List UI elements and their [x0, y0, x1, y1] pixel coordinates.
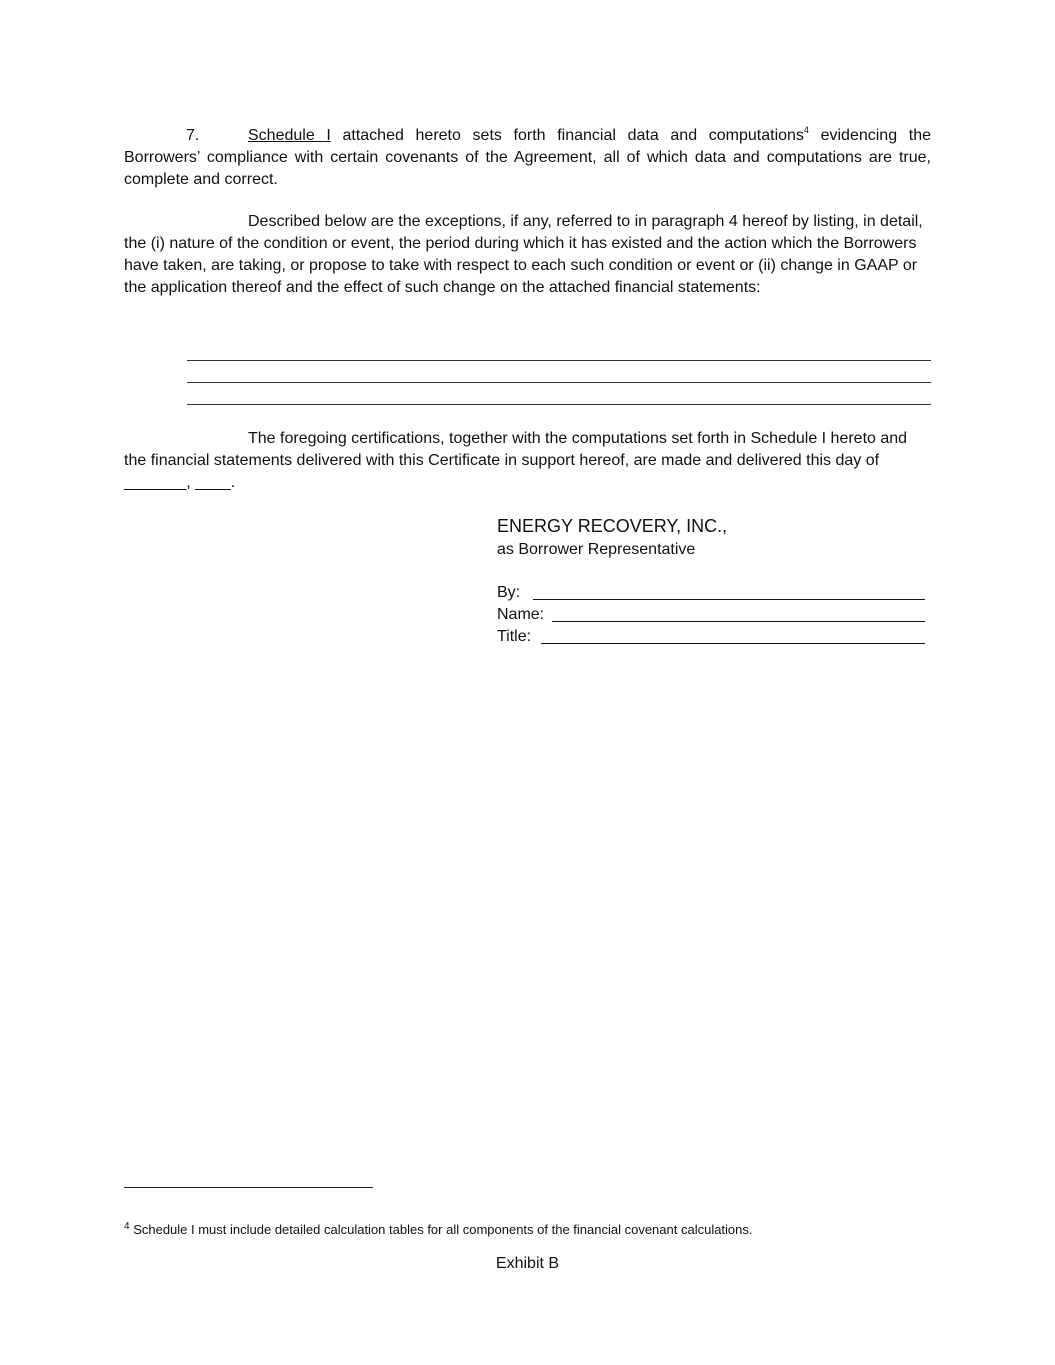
signature-company: ENERGY RECOVERY, INC., [497, 516, 728, 536]
signature-capacity: as Borrower Representative [497, 541, 696, 558]
footnote-text: Schedule I must include detailed calculation tables for all components of the financial covenant calculations. [133, 1222, 753, 1237]
by-label: By: [497, 584, 521, 601]
name-label: Name: [497, 606, 545, 623]
footnote-separator [124, 1187, 373, 1188]
paragraph-7-text-b: evidencing the Borrowers’ compliance with certain covenants of the Agreement, all of which data and computations are true, complete and correct. [124, 127, 931, 188]
title-label: Title: [497, 628, 532, 645]
signature-name-field[interactable] [497, 604, 925, 626]
exceptions-text: Described below are the exceptions, if any, referred to in paragraph 4 hereof by listing, in detail, the (i) nature of the condition or event, the period during which it has existed and the action which the Borrowers have taken, are taking, or propose to take with respect to each such condition or event or (ii) change in GAAP or the application thereof and the effect of such change on the attached financial statements: [124, 213, 923, 296]
exception-blank-line-2[interactable] [187, 382, 931, 383]
exceptions-paragraph [124, 211, 931, 299]
footnote-reference: 4 [803, 125, 809, 135]
footnote [124, 1220, 753, 1240]
signature-by-field[interactable] [497, 582, 925, 604]
certification-paragraph [124, 428, 931, 494]
page-footer: Exhibit B [495, 1255, 560, 1272]
schedule-reference: Schedule I [248, 127, 331, 144]
exception-blank-line-3[interactable] [187, 404, 931, 405]
paragraph-7 [124, 125, 931, 191]
footnote-mark: 4 [124, 1221, 130, 1232]
certification-text: The foregoing certifications, together with the computations set forth in Schedule I hereto and the financial statements delivered with this Certificate in support hereof, are made and delivered this day of _______, ____. [124, 430, 908, 491]
signature-title-field[interactable] [497, 626, 925, 648]
title-signature-line[interactable] [541, 643, 925, 644]
exception-blank-line-1[interactable] [187, 360, 931, 361]
name-signature-line[interactable] [552, 621, 925, 622]
paragraph-7-text-a: attached hereto sets forth financial data and computations [330, 127, 804, 144]
paragraph-number: 7. [186, 127, 200, 144]
by-signature-line[interactable] [533, 599, 925, 600]
